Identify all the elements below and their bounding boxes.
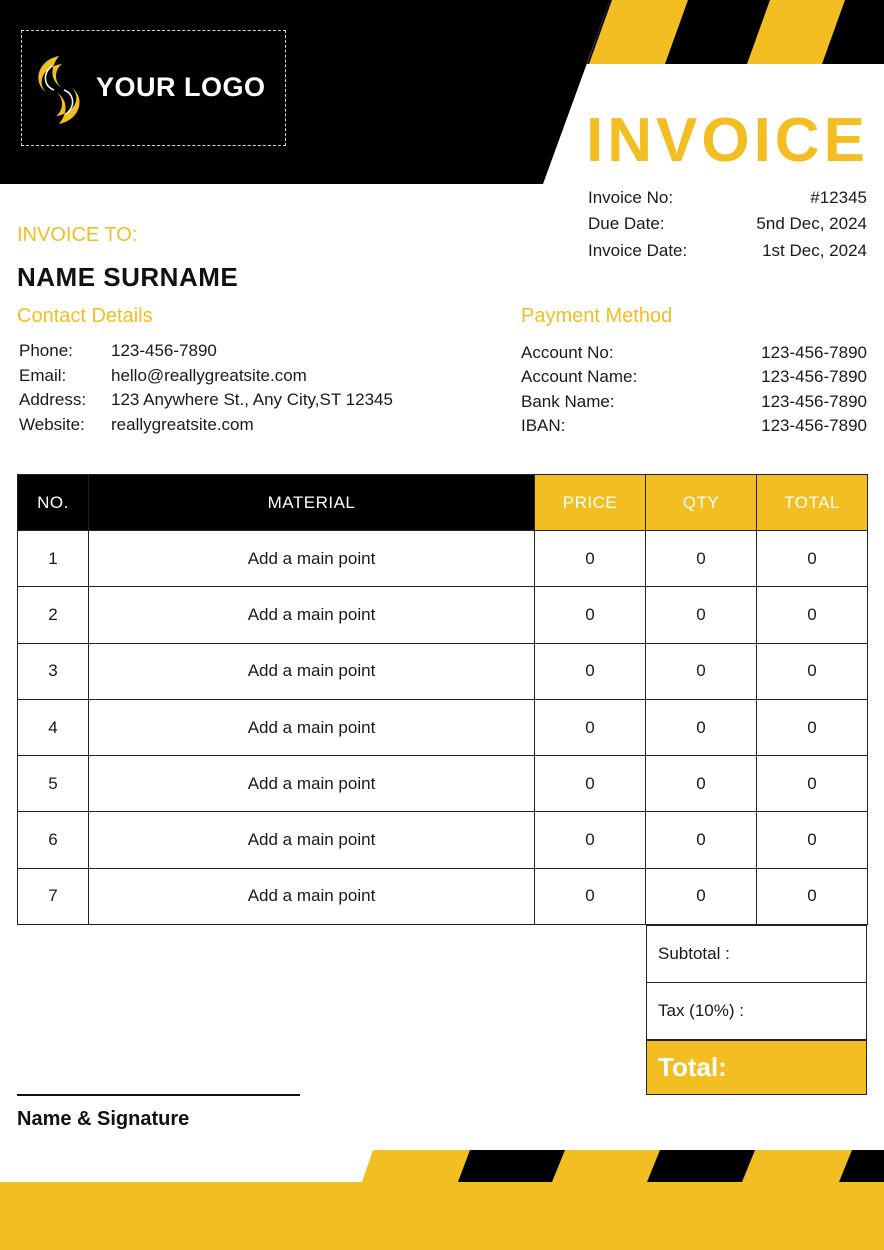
header-total: TOTAL xyxy=(757,475,868,531)
row-no: 6 xyxy=(18,812,89,868)
tax-box xyxy=(646,982,867,1040)
table-row xyxy=(18,756,868,812)
total-box xyxy=(646,1040,867,1095)
invoice-title: INVOICE xyxy=(586,106,869,175)
meta-label: Invoice Date: xyxy=(588,241,688,260)
meta-value: 5nd Dec, 2024 xyxy=(756,214,867,233)
contact-label: Address: xyxy=(19,390,87,409)
row-total: 0 xyxy=(757,868,868,924)
row-no: 3 xyxy=(18,643,89,699)
payment-account-no-row xyxy=(521,343,867,368)
header-price: PRICE xyxy=(535,475,646,531)
contact-value: hello@reallygreatsite.com xyxy=(111,366,307,385)
row-material: Add a main point xyxy=(89,868,535,924)
meta-label: Invoice No: xyxy=(588,188,674,207)
contact-details-heading: Contact Details xyxy=(17,305,153,327)
header-no: NO. xyxy=(18,475,89,531)
table-row xyxy=(18,531,868,587)
invoice-to-heading: INVOICE TO: xyxy=(17,224,138,246)
contact-value: reallygreatsite.com xyxy=(111,415,254,434)
row-price: 0 xyxy=(535,868,646,924)
row-no: 4 xyxy=(18,699,89,755)
row-material: Add a main point xyxy=(89,643,535,699)
invoice-date-row xyxy=(588,241,867,267)
contact-label: Phone: xyxy=(19,341,73,360)
row-no: 5 xyxy=(18,756,89,812)
row-price: 0 xyxy=(535,531,646,587)
footer-yellow-band xyxy=(0,1182,884,1250)
row-qty: 0 xyxy=(646,531,757,587)
payment-method-heading: Payment Method xyxy=(521,305,673,327)
payment-iban-row xyxy=(521,416,867,441)
header-qty: QTY xyxy=(646,475,757,531)
row-price: 0 xyxy=(535,756,646,812)
signature-label: Name & Signature xyxy=(17,1108,190,1130)
signature-line xyxy=(17,1094,300,1096)
meta-value: 1st Dec, 2024 xyxy=(762,241,867,260)
row-total: 0 xyxy=(757,699,868,755)
payment-bank-name-row xyxy=(521,392,867,417)
row-total: 0 xyxy=(757,812,868,868)
header-material: MATERIAL xyxy=(89,475,535,531)
row-no: 1 xyxy=(18,531,89,587)
contact-value: 123-456-7890 xyxy=(111,341,217,360)
row-qty: 0 xyxy=(646,868,757,924)
table-row xyxy=(18,868,868,924)
logo-text: YOUR LOGO xyxy=(96,72,266,102)
meta-label: Due Date: xyxy=(588,214,665,233)
tax-label: Tax (10%) : xyxy=(658,1001,744,1020)
contact-label: Email: xyxy=(19,366,67,385)
table-header-row xyxy=(18,475,868,531)
meta-value: #12345 xyxy=(810,188,867,207)
payment-value: 123-456-7890 xyxy=(761,343,867,362)
subtotal-box xyxy=(646,925,867,983)
payment-label: Account No: xyxy=(521,343,614,362)
footer-black-stripe xyxy=(647,1150,755,1182)
row-total: 0 xyxy=(757,587,868,643)
table-row xyxy=(18,587,868,643)
row-total: 0 xyxy=(757,643,868,699)
row-price: 0 xyxy=(535,699,646,755)
due-date-row xyxy=(588,214,867,240)
row-material: Add a main point xyxy=(89,756,535,812)
contact-value: 123 Anywhere St., Any City,ST 12345 xyxy=(111,390,393,409)
table-row xyxy=(18,812,868,868)
row-qty: 0 xyxy=(646,587,757,643)
row-qty: 0 xyxy=(646,643,757,699)
table-row xyxy=(18,643,868,699)
table-row xyxy=(18,699,868,755)
payment-value: 123-456-7890 xyxy=(761,367,867,386)
payment-account-name-row xyxy=(521,367,867,392)
row-material: Add a main point xyxy=(89,699,535,755)
footer-graphic xyxy=(0,1140,884,1250)
subtotal-label: Subtotal : xyxy=(658,944,730,963)
row-qty: 0 xyxy=(646,756,757,812)
payment-label: Bank Name: xyxy=(521,392,615,411)
payment-label: IBAN: xyxy=(521,416,566,435)
client-name: NAME SURNAME xyxy=(17,262,239,292)
total-label: Total: xyxy=(658,1052,727,1082)
row-total: 0 xyxy=(757,756,868,812)
contact-label: Website: xyxy=(19,415,85,434)
row-no: 7 xyxy=(18,868,89,924)
row-price: 0 xyxy=(535,587,646,643)
row-material: Add a main point xyxy=(89,531,535,587)
items-table xyxy=(17,474,868,925)
row-material: Add a main point xyxy=(89,812,535,868)
row-total: 0 xyxy=(757,531,868,587)
footer-black-stripe xyxy=(458,1150,565,1182)
invoice-number-row xyxy=(588,188,867,214)
row-material: Add a main point xyxy=(89,587,535,643)
row-price: 0 xyxy=(535,643,646,699)
row-qty: 0 xyxy=(646,812,757,868)
payment-value: 123-456-7890 xyxy=(761,416,867,435)
row-qty: 0 xyxy=(646,699,757,755)
payment-value: 123-456-7890 xyxy=(761,392,867,411)
row-price: 0 xyxy=(535,812,646,868)
footer-stripe-band xyxy=(362,1150,884,1182)
payment-label: Account Name: xyxy=(521,367,638,386)
row-no: 2 xyxy=(18,587,89,643)
logo-mark-icon xyxy=(32,52,86,128)
